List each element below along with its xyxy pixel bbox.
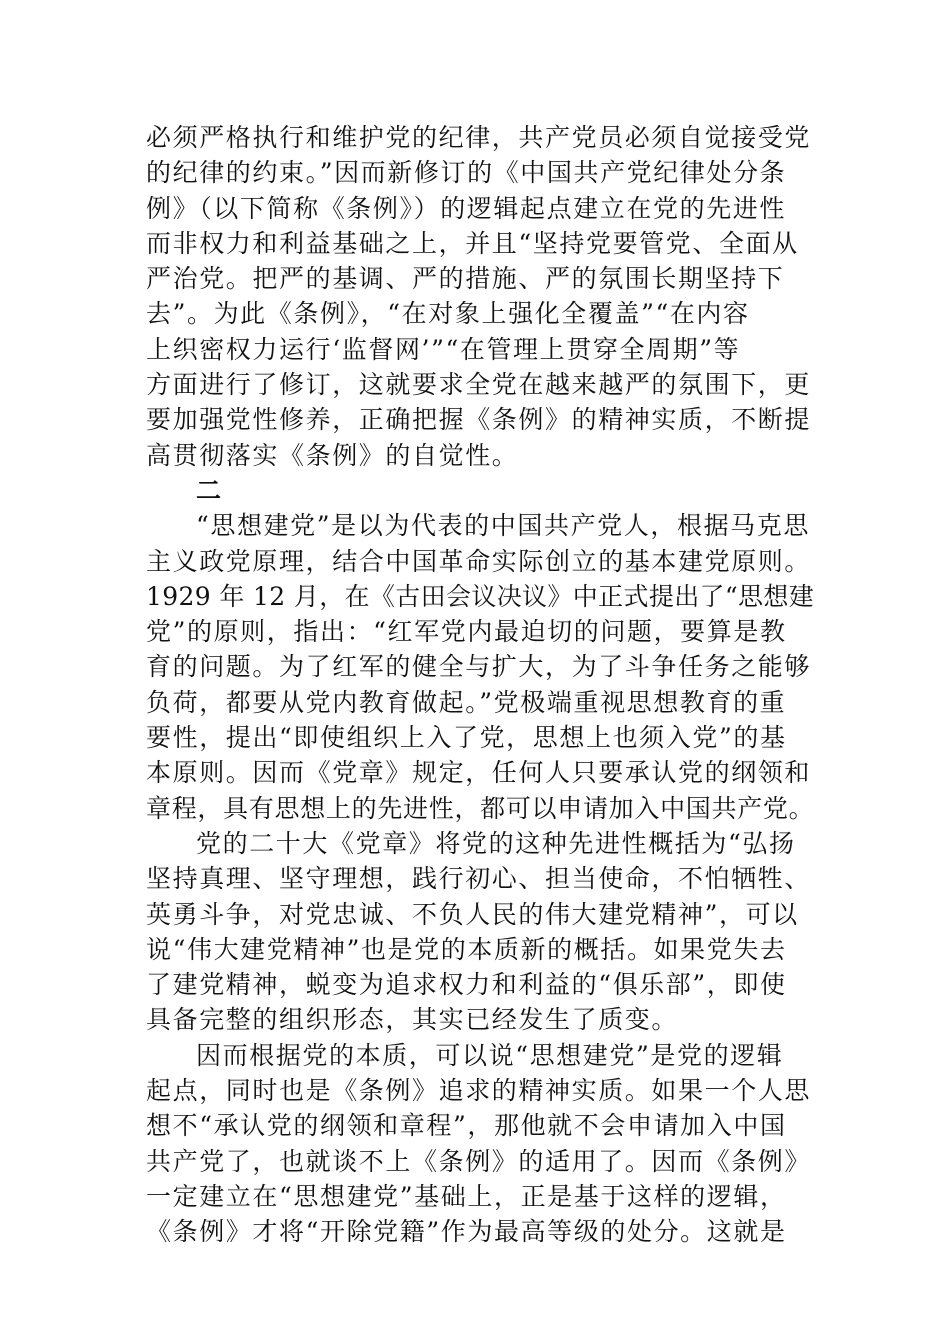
text-line: 要加强党性修养，正确把握《条例》的精神实质，不断提	[146, 405, 812, 435]
text-line: 严治党。把严的基调、严的措施、严的氛围长期坚持下	[146, 264, 785, 294]
text-line: 因而根据党的本质，可以说“思想建党”是党的逻辑	[196, 1040, 784, 1070]
section-heading: 二	[196, 475, 223, 505]
text-line: 而非权力和利益基础之上，并且“坚持党要管党、全面从	[146, 228, 799, 258]
text-line: 高贯彻落实《条例》的自觉性。	[146, 440, 519, 470]
text-line: 主义政党原理，结合中国革命实际创立的基本建党原则。	[146, 546, 812, 576]
text-line: 党”的原则，指出：“红军党内最迫切的问题，要算是教	[146, 617, 787, 647]
text-line: 具备完整的组织形态，其实已经发生了质变。	[146, 1005, 679, 1035]
text-line: 英勇斗争，对党忠诚、不负人民的伟大建党精神”，可以	[146, 899, 799, 929]
text-line: 坚持真理、坚守理想，践行初心、担当使命，不怕牺牲、	[146, 864, 812, 894]
text-line: 本原则。因而《党章》规定，任何人只要承认党的纲领和	[146, 758, 812, 788]
text-line: 起点，同时也是《条例》追求的精神实质。如果一个人思	[146, 1076, 812, 1106]
text-line: 上织密权力运行‘监督网’”“在管理上贯穿全周期”等	[146, 334, 741, 364]
text-line: 负荷，都要从党内教育做起。”党极端重视思想教育的重	[146, 687, 787, 717]
text-line: 要性，提出“即使组织上入了党，思想上也须入党”的基	[146, 723, 787, 753]
text-line: 想不“承认党的纲领和章程”，那他就不会申请加入中国	[146, 1111, 787, 1141]
text-line: 方面进行了修订，这就要求全党在越来越严的氛围下，更	[146, 370, 812, 400]
text-line: 共产党了，也就谈不上《条例》的适用了。因而《条例》	[146, 1146, 812, 1176]
text-line: 的纪律的约束。”因而新修订的《中国共产党纪律处分条	[146, 158, 787, 188]
text-line: 例》（以下简称《条例》）的逻辑起点建立在党的先进性	[146, 193, 787, 223]
text-line: 章程，具有思想上的先进性，都可以申请加入中国共产党。	[146, 793, 815, 823]
text-line: 必须严格执行和维护党的纪律，共产党员必须自觉接受党	[146, 123, 812, 152]
text-line: 说“伟大建党精神”也是党的本质新的概括。如果党失去	[146, 934, 787, 964]
text-line: 1929 年 12 月，在《古田会议决议》中正式提出了“思想建	[146, 581, 815, 611]
text-line: 一定建立在“思想建党”基础上，正是基于这样的逻辑，	[146, 1181, 787, 1211]
body-text	[146, 120, 816, 1250]
text-line: 去”。为此《条例》，“在对象上强化全覆盖”“在内容	[146, 299, 750, 329]
text-line: “思想建党”是以为代表的中国共产党人，根据马克思	[196, 511, 810, 541]
text-line: 《条例》才将“开除党籍”作为最高等级的处分。这就是	[146, 1217, 787, 1247]
text-line: 育的问题。为了红军的健全与扩大，为了斗争任务之能够	[146, 652, 812, 682]
text-line: 党的二十大《党章》将党的这种先进性概括为“弘扬	[196, 828, 796, 858]
text-line: 了建党精神，蜕变为追求权力和利益的“俱乐部”，即使	[146, 970, 787, 1000]
